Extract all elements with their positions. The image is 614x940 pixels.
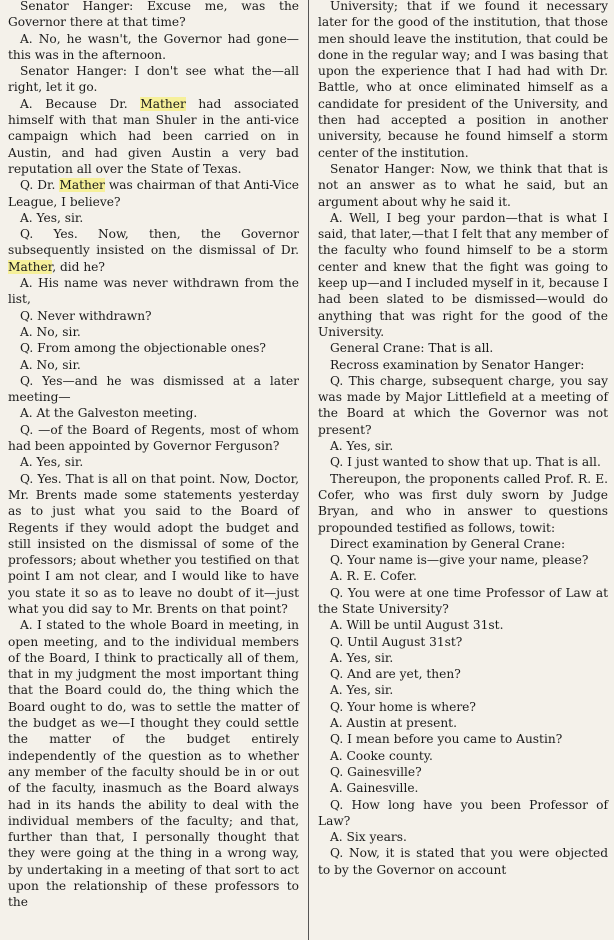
right-column-paragraph: A. Gainesville. <box>330 781 419 796</box>
left-column-paragraph: Q. Never withdrawn? <box>20 308 152 323</box>
right-column-paragraph: Q. You were at one time Professor of Law at the State University? <box>318 585 608 616</box>
left-column-paragraph: Senator Hanger: Excuse me, was the Governor there at that time? <box>8 0 299 30</box>
right-column <box>318 0 608 878</box>
left-column-paragraph: Senator Hanger: I don't see what the—all right, let it go. <box>8 64 299 95</box>
right-column-paragraph: Q. Your home is where? <box>330 699 476 714</box>
text-run: A. Because Dr. <box>20 96 141 111</box>
text-run: , did he? <box>52 259 105 274</box>
left-column-paragraph: A. At the Galveston meeting. <box>20 406 198 421</box>
left-column-paragraph <box>8 96 299 177</box>
left-column-paragraph <box>8 226 299 275</box>
left-column-paragraph: Q. —of the Board of Regents, most of whom had been appointed by Governor Ferguson? <box>8 422 299 454</box>
right-column-paragraph: General Crane: That is all. <box>330 341 494 356</box>
left-column <box>8 0 299 911</box>
right-column-paragraph: Q. Your name is—give your name, please? <box>330 553 589 568</box>
right-column-paragraph: Recross examination by Senator Hanger: <box>330 357 585 372</box>
right-column-paragraph: A. Yes, sir. <box>330 683 394 698</box>
left-column-paragraph: Q. Yes. That is all on that point. Now, Doctor, Mr. Brents made some statements yesterday as to just what you said to the Board of Regents if they would adopt the budget and still insisted on the dismissal of some of the professors; about whether you testified on that point I am not clear, and I would like to have you state it so as to leave no doubt of it—just what you did say to Mr. Brents on that point? <box>8 471 299 616</box>
right-column-paragraph: University; that if we found it necessary later for the good of the institution, that those men should leave the institution, that could be done in the regular way; and I was basing that upon the experience that I had had with Dr. Battle, who at once eliminated himself as a candidate for president of the University, and then had accepted a position in another university, because he found himself a storm center of the institution. <box>318 0 608 160</box>
text-run: Q. Dr. <box>20 178 60 193</box>
right-column-paragraph: A. Yes, sir. <box>330 439 394 454</box>
left-column-paragraph: A. Yes, sir. <box>20 210 84 225</box>
right-column-paragraph: A. Well, I beg your pardon—that is what I said, that later,—that I felt that any member of the faculty who found himself to be a storm center and knew that the fight was going to keep up—and I included myself in it, because I had been slated to be dismissed—would do anything that was right for the good of the University. <box>318 210 608 339</box>
right-column-paragraph: A. Will be until August 31st. <box>330 618 504 633</box>
left-column-paragraph: A. I stated to the whole Board in meeting, in open meeting, and to the individual members of the Board, I think to practically all of them, that in my judgment the most important thing that the Board could do, the thing which the Board ought to do, was to settle the matter of the budget as we—I thought they could settle the matter of the budget entirely independently of the question as to whether any member of the faculty should be in or out of the faculty, inasmuch as the Board always had in its hands the ability to deal with the individual members of the faculty; and that, further than that, I personally thought that they were going at the thing in a wrong way, by undertaking in a meeting of that sort to act upon the relationship of these professors to the <box>8 618 299 910</box>
right-column-paragraph: A. Yes, sir. <box>330 650 394 665</box>
text-run: had associated himself with that man Shuler in the anti-vice campaign which had been carried on in Austin, and had given Austin a very bad reputation all over the State of Texas. <box>8 96 299 176</box>
right-column-paragraph: Q. And are yet, then? <box>330 667 461 682</box>
left-column-paragraph: A. His name was never withdrawn from the list, <box>8 276 299 307</box>
right-column-paragraph: A. R. E. Cofer. <box>330 569 417 584</box>
column-divider <box>308 0 309 940</box>
right-column-paragraph: Q. Until August 31st? <box>330 634 463 649</box>
right-column-paragraph: Q. Now, it is stated that you were objected to by the Governor on account <box>318 846 608 877</box>
left-column-paragraph: A. No, sir. <box>20 324 81 339</box>
right-column-paragraph: Q. How long have you been Professor of Law? <box>318 797 608 828</box>
text-run: was chairman of that Anti-Vice League, I believe? <box>8 178 299 209</box>
highlighted-name: Mather <box>8 259 53 274</box>
highlighted-name: Mather <box>140 96 186 111</box>
right-column-paragraph: A. Cooke county. <box>330 748 433 763</box>
right-column-paragraph: Q. I just wanted to show that up. That is all. <box>330 455 601 470</box>
right-column-paragraph: Q. I mean before you came to Austin? <box>330 732 563 747</box>
left-column-paragraph: A. Yes, sir. <box>20 455 84 470</box>
right-column-paragraph: Senator Hanger: Now, we think that that is not an answer as to what he said, but an argument about why he said it. <box>318 161 608 209</box>
right-column-paragraph: Q. Gainesville? <box>330 764 422 779</box>
left-column-paragraph: A. No, sir. <box>20 357 81 372</box>
right-column-paragraph: A. Six years. <box>330 830 407 845</box>
text-run: Q. Yes. Now, then, the Governor subsequently insisted on the dismissal of Dr. <box>8 227 299 258</box>
right-column-paragraph: A. Austin at present. <box>330 716 457 731</box>
left-column-paragraph: Q. Yes—and he was dismissed at a later meeting— <box>8 373 299 405</box>
left-column-paragraph: Q. From among the objectionable ones? <box>20 341 266 356</box>
right-column-paragraph: Q. This charge, subsequent charge, you say was made by Major Littlefield at a meeting of the Board at which the Governor was not present? <box>318 373 608 437</box>
left-column-paragraph: A. No, he wasn't, the Governor had gone—this was in the afternoon. <box>8 31 299 62</box>
highlighted-name: Mather <box>59 178 105 193</box>
left-column-paragraph <box>8 177 299 210</box>
right-column-paragraph: Thereupon, the proponents called Prof. R. E. Cofer, who was first duly sworn by Judge Bryan, and who in answer to questions propounded testified as follows, towit: <box>318 471 608 535</box>
right-column-paragraph: Direct examination by General Crane: <box>330 536 566 551</box>
